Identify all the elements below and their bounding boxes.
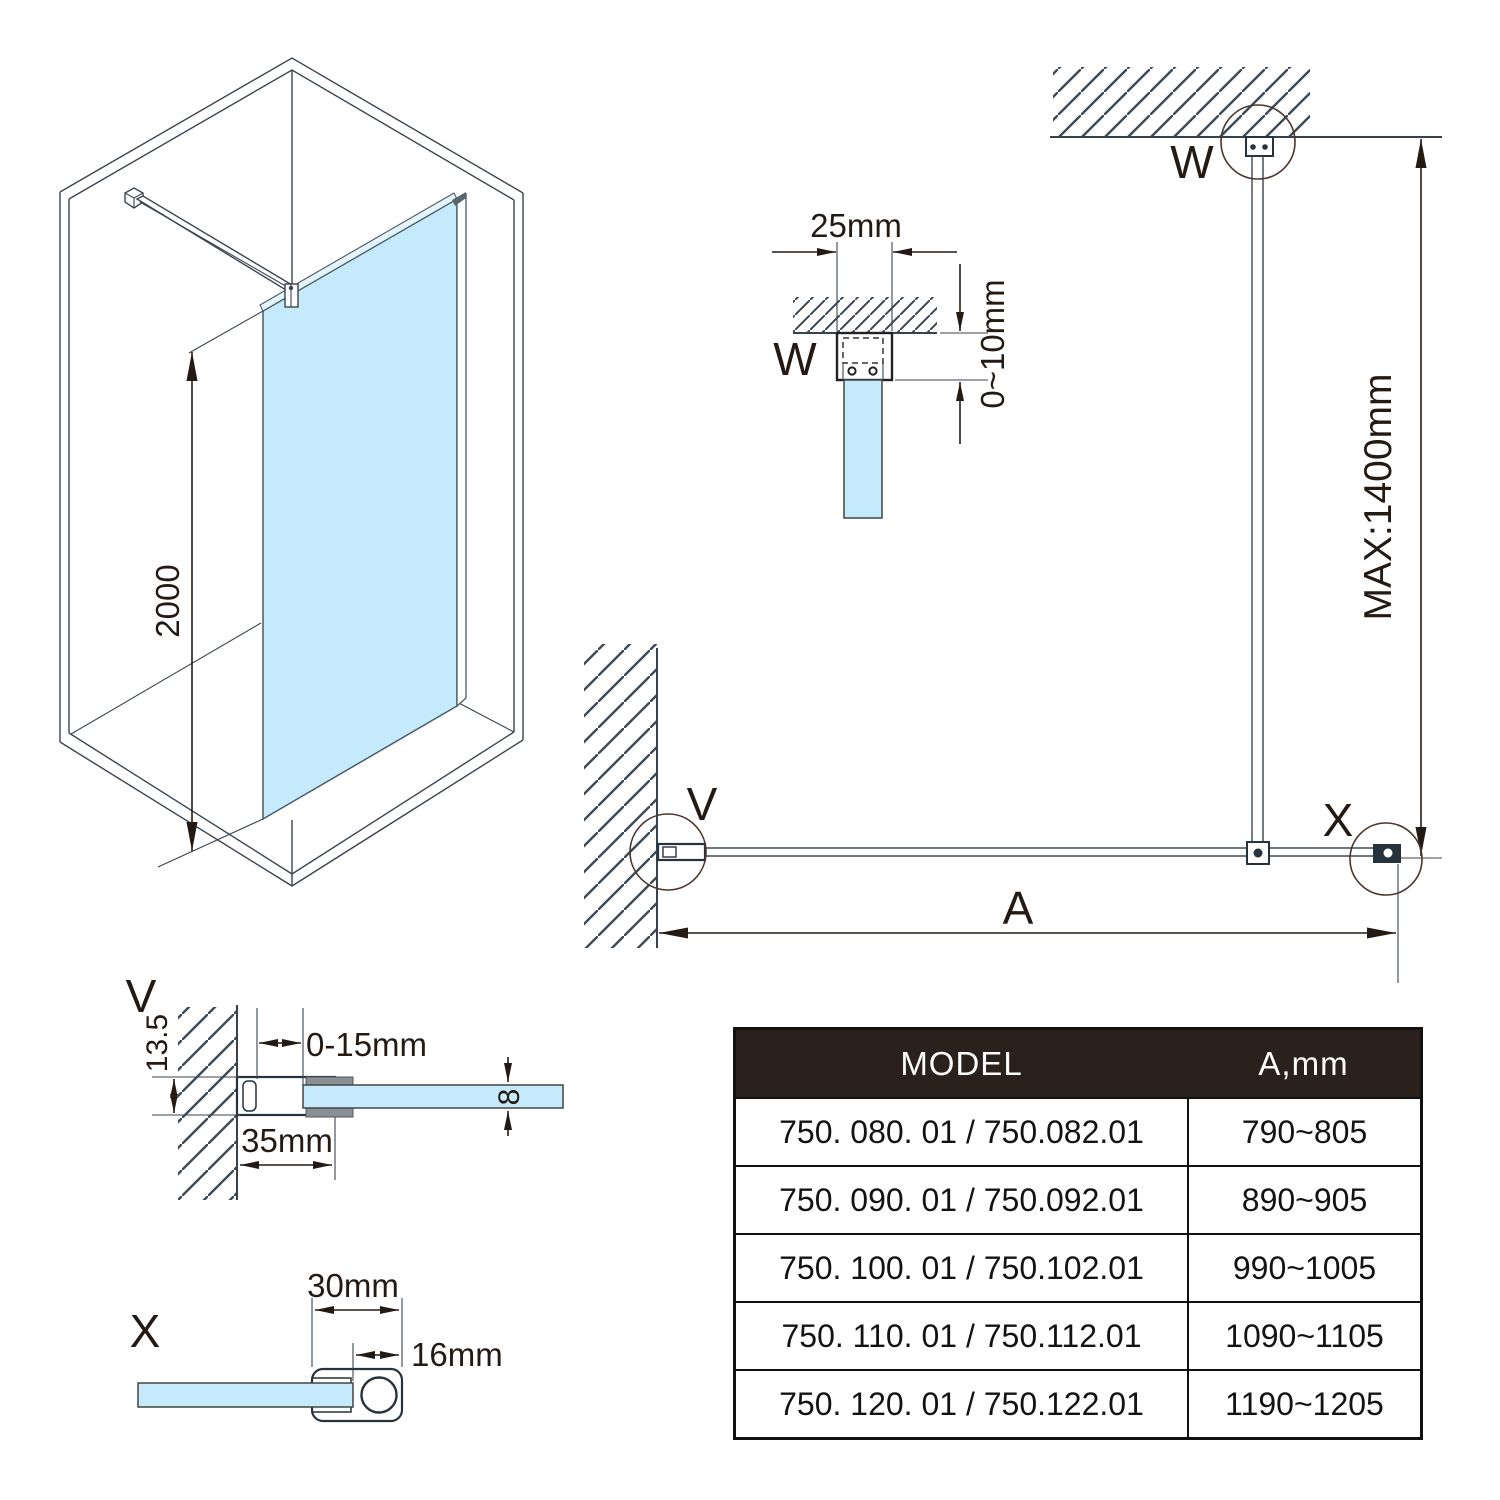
plan-view <box>584 67 1442 983</box>
detail-v <box>126 970 563 1200</box>
detail-x <box>130 1267 503 1421</box>
end-cap-tube <box>362 1378 397 1413</box>
model-table-header <box>736 1030 1420 1097</box>
dim-015-label: 0-15mm <box>306 1026 428 1063</box>
detail-x-letter: X <box>129 1305 161 1357</box>
header-a-mm: A,mm <box>1258 1044 1349 1082</box>
dim-35-label: 35mm <box>241 1122 333 1159</box>
bracket-screw-right <box>869 367 876 374</box>
wall-hatch-v <box>178 1007 237 1200</box>
a-mm-cell: 1090~1105 <box>1187 1303 1420 1369</box>
dim-16-label: 16mm <box>411 1336 503 1373</box>
model-cell: 750. 090. 01 / 750.092.01 <box>779 1181 1144 1218</box>
dim-30-label: 30mm <box>307 1267 399 1304</box>
plan-x-letter: X <box>1322 794 1354 846</box>
profile-jaw-top <box>306 1077 353 1085</box>
dim-a-label: A <box>1002 882 1034 934</box>
dim-8-label: 8 <box>493 1088 526 1106</box>
a-mm-cell: 1190~1205 <box>1187 1371 1420 1437</box>
a-mm-cell: 890~905 <box>1187 1167 1420 1233</box>
pole-ceiling-bracket <box>1246 137 1273 156</box>
glass-section-x <box>138 1383 353 1407</box>
model-cell: 750. 110. 01 / 750.112.01 <box>781 1317 1142 1354</box>
model-table <box>733 1027 1423 1440</box>
dim-2000-label: 2000 <box>149 564 186 638</box>
a-mm-cell: 990~1005 <box>1187 1235 1420 1301</box>
dim-2000-ext-top <box>189 311 263 353</box>
wall-profile-slot-plan <box>663 847 676 857</box>
dim-2000-ext-bottom <box>158 819 263 867</box>
table-row <box>736 1369 1420 1437</box>
support-bar-edge-line <box>140 202 289 288</box>
model-cell: 750. 120. 01 / 750.122.01 <box>779 1385 1144 1422</box>
wall-hatch <box>584 644 657 948</box>
detail-v-letter: V <box>125 970 157 1022</box>
floor-back-left-line <box>71 623 261 734</box>
table-row <box>736 1233 1420 1301</box>
profile-jaw-bottom <box>306 1108 353 1117</box>
wall-profile-strip <box>457 194 466 706</box>
bracket-screw-left <box>848 367 855 374</box>
plan-v-letter: V <box>686 778 718 830</box>
ceiling-hatch-band <box>1053 67 1310 137</box>
dim-010-label: 0~10mm <box>974 279 1011 409</box>
isometric-view <box>60 58 523 886</box>
pole-bracket-screw-1 <box>1250 144 1256 150</box>
dim-135-label: 13.5 <box>141 1013 174 1073</box>
table-row <box>736 1097 1420 1165</box>
dim-25-label: 25mm <box>810 207 902 244</box>
table-row <box>736 1301 1420 1369</box>
detail-w-letter: W <box>773 333 817 385</box>
connector-screw <box>1254 849 1263 858</box>
glass-section <box>844 380 882 518</box>
header-model: MODEL <box>900 1044 1023 1082</box>
plan-w-letter: W <box>1170 136 1214 188</box>
floor-back-right-line <box>455 701 514 732</box>
end-cap-tube-plan <box>1384 849 1393 858</box>
a-mm-cell: 790~805 <box>1187 1099 1420 1165</box>
table-row <box>736 1165 1420 1233</box>
dim-max-label: MAX:1400mm <box>1357 373 1400 621</box>
glass-clamp-screw <box>289 286 293 290</box>
pole-bracket-screw-2 <box>1262 144 1268 150</box>
ceiling-hatch <box>793 297 937 333</box>
model-cell: 750. 100. 01 / 750.102.01 <box>779 1249 1144 1286</box>
detail-w <box>772 207 1011 518</box>
model-cell: 750. 080. 01 / 750.082.01 <box>779 1113 1144 1150</box>
